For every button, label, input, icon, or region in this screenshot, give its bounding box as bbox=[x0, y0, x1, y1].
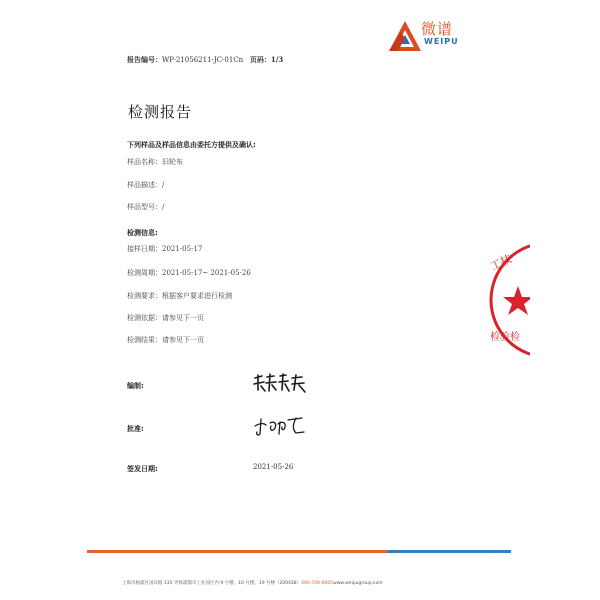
test-requirement-row: 检测要求：根据客户要求进行检测 bbox=[127, 292, 232, 300]
approver-signature bbox=[252, 414, 312, 440]
test-period-row: 检测周期：2021-05-17~ 2021-05-26 bbox=[127, 269, 251, 277]
approved-by-label: 批准: bbox=[127, 425, 144, 433]
stamp-text-top: 工技 bbox=[488, 252, 514, 274]
compiled-by-label: 编制: bbox=[127, 382, 144, 390]
report-number: WP-21056211-JC-01Cn bbox=[162, 56, 244, 64]
stamp-seal-icon bbox=[488, 240, 530, 360]
issue-date: 2021-05-26 bbox=[253, 463, 294, 471]
stamp-text-bottom: 检验检 bbox=[490, 332, 520, 343]
sample-model-row: 样品型号：/ bbox=[127, 203, 165, 211]
footer-address: 上海市杨浦区国宾路 135 弄杨浦都市工业园区内 9 号楼、10 号楼、19 号楼（200438） bbox=[122, 581, 302, 586]
test-result-row: 检测结果：请参见下一页 bbox=[127, 336, 204, 344]
sample-name-row: 样品名称：旧轮布 bbox=[127, 158, 183, 166]
page-number: 1/3 bbox=[270, 55, 284, 64]
issue-date-label: 签发日期: bbox=[127, 465, 158, 473]
page-title: 检测报告 bbox=[128, 103, 193, 121]
footer-divider bbox=[87, 550, 511, 553]
report-number-label: 报告编号： bbox=[127, 55, 162, 64]
logo-name-cn: 微谱 bbox=[421, 20, 454, 38]
official-stamp bbox=[470, 240, 530, 360]
footer-address-line bbox=[122, 580, 383, 586]
logo-triangle-icon bbox=[388, 20, 422, 54]
footer-website[interactable]: www.weipugroup.com bbox=[333, 581, 383, 586]
weipu-logo bbox=[388, 18, 468, 52]
sample-description-row: 样品描述：/ bbox=[127, 181, 165, 189]
compiler-signature bbox=[252, 372, 312, 394]
page-label: 页码： bbox=[249, 55, 271, 64]
report-header-line bbox=[127, 55, 283, 65]
test-section-heading: 检测信息: bbox=[127, 229, 158, 237]
logo-name-en: WEIPU bbox=[424, 37, 459, 46]
receipt-date-row: 接样日期：2021-05-17 bbox=[127, 245, 203, 253]
test-basis-row: 检测依据：请参见下一页 bbox=[127, 314, 204, 322]
sample-section-heading: 下列样品及样品信息由委托方提供及确认: bbox=[127, 141, 256, 149]
footer-phone: 400-700-6605 bbox=[301, 581, 334, 586]
